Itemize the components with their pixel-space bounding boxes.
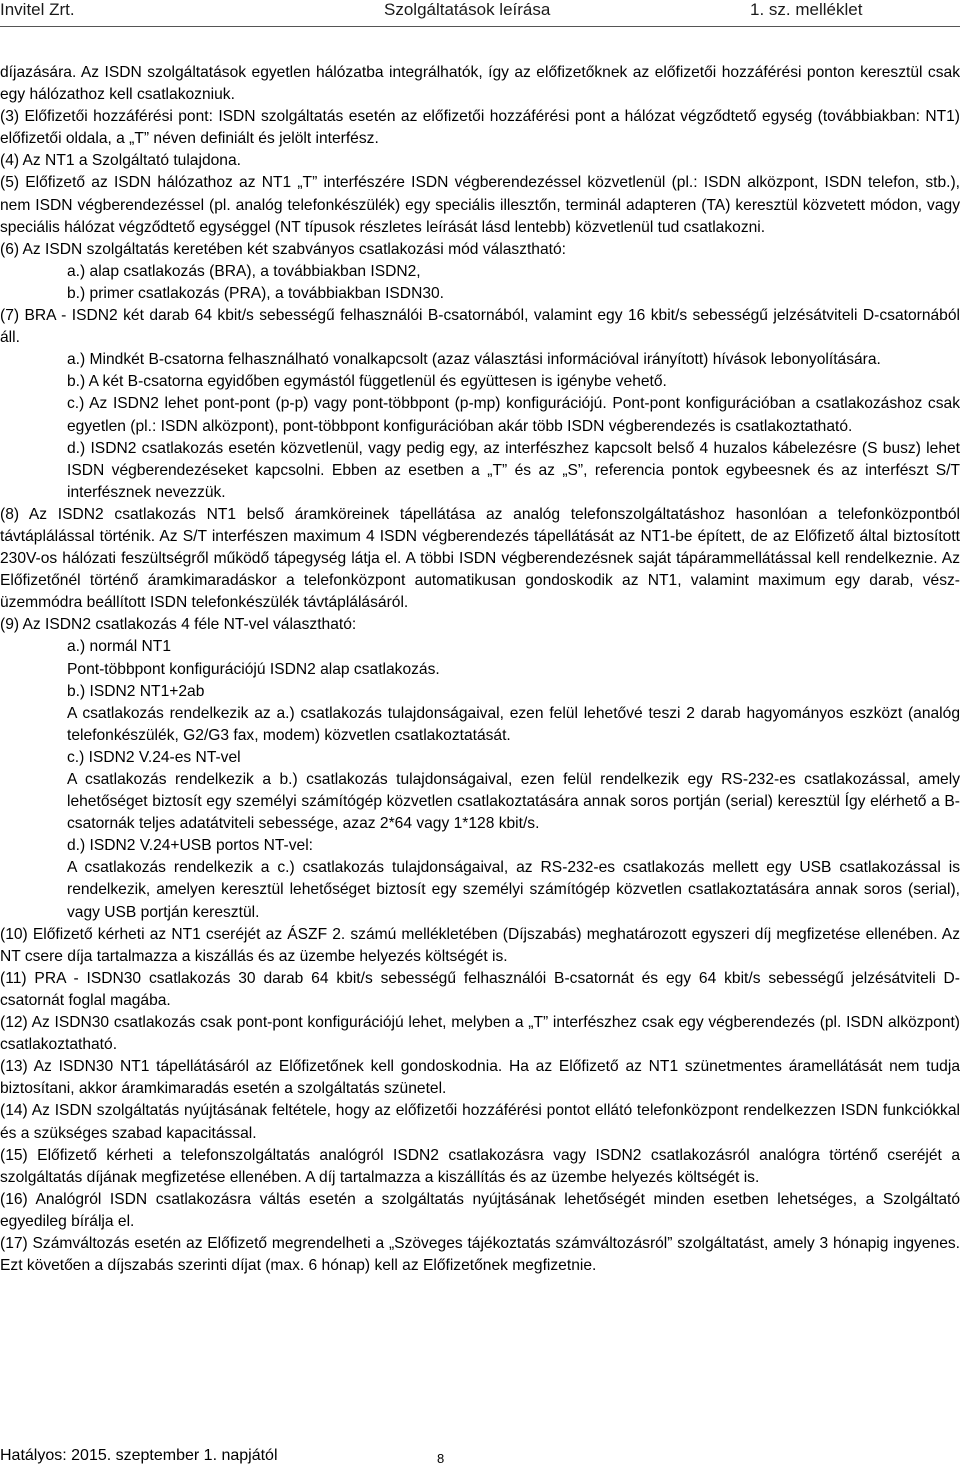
footer-effective-date: Hatályos: 2015. szeptember 1. napjától (0, 1447, 278, 1464)
header-title: Szolgáltatások leírása (384, 0, 551, 19)
list-item-paragraph: d.) ISDN2 V.24+USB portos NT-vel: (67, 837, 313, 855)
body-paragraph: (10) Előfizető kérheti az NT1 cseréjét az ÁSZF 2. számú mellékletében (Díjszabás) meghatározott egyszeri díj megfizetése ellenében. Az NT csere díja tartalmazza a kiszállás és az üzembe helyezés költségét is. (0, 925, 960, 965)
list-item-paragraph: a.) normál NT1 (67, 638, 171, 656)
body-paragraph: (15) Előfizető kérheti a telefonszolgáltatás analógról ISDN2 csatlakozásra vagy ISDN2 csatlakozásról analógra történő cseréjét a szolgáltatás díjának megfizetése ellenében. A díj tartalmazza a kiszállítás és az üzembe helyezés költségét is. (0, 1146, 960, 1186)
body-paragraph: (14) Az ISDN szolgáltatás nyújtásának feltétele, hogy az előfizetői hozzáférési pontot ellátó telefonközpont rendelkezzen ISDN funkciókkal és a szükséges szabad kapacitással. (0, 1102, 960, 1142)
page-number: 8 (437, 1451, 445, 1466)
body-paragraph: (6) Az ISDN szolgáltatás keretében két szabványos csatlakozási mód választható: (0, 240, 566, 258)
list-item-paragraph: d.) ISDN2 csatlakozás esetén közvetlenül, vagy pedig egy, az interfészhez kapcsolt belső 4 huzalos kábelezésre (S busz) lehet ISDN végberendezéseket kapcsolni. Ebben az esetben a „T” és az „S”, referencia pontok egybeesnek és az interfészt S/T interfésznek nevezzük. (67, 439, 960, 501)
body-paragraph: díjazására. Az ISDN szolgáltatások egyetlen hálózatba integrálhatók, így az előfizetőknek az előfizetői hozzáférési ponton keresztül csak egy hálózathoz kell csatlakozniuk. (0, 64, 960, 104)
list-item-paragraph: A csatlakozás rendelkezik a c.) csatlakozás tulajdonságaival, az RS-232-es csatlakozás mellett egy USB csatlakozással is rendelkezik, amelyen keresztül lehetőséget biztosít egy személyi számítógép közvetlen csatlakoztatására annak soros (serial), vagy USB portján keresztül. (67, 859, 960, 921)
header-annex: 1. sz. melléklet (750, 0, 863, 19)
body-paragraph: (12) Az ISDN30 csatlakozás csak pont-pont konfigurációjú lehet, melyben a „T” interfészhez csak egy végberendezés (pl. ISDN alközpont) csatlakoztatható. (0, 1014, 960, 1054)
list-item-paragraph: b.) primer csatlakozás (PRA), a továbbiakban ISDN30. (67, 284, 445, 302)
body-paragraph: (7) BRA - ISDN2 két darab 64 kbit/s sebességű felhasználói B-csatornából, valamint egy 16 kbit/s sebességű jelzésátviteli D-csatornából áll. (0, 307, 960, 347)
list-item-paragraph: a.) Mindkét B-csatorna felhasználható vonalkapcsolt (azaz választási információval irányított) hívások lebonyolítására. (67, 351, 881, 369)
body-paragraph: (16) Analógról ISDN csatlakozásra váltás esetén a szolgáltatás nyújtásának lehetőségét minden esetben lehetséges, a Szolgáltató egyedileg bírálja el. (0, 1190, 960, 1230)
list-item-paragraph: b.) ISDN2 NT1+2ab (67, 682, 205, 700)
list-item-paragraph: A csatlakozás rendelkezik a b.) csatlakozás tulajdonságaival, ezen felül rendelkezik egy RS-232-es csatlakozással, amely lehetőséget biztosít egy személyi számítógép közvetlen csatlakoztatására annak soros portján (serial) keresztül Így elérhető a B-csatornák teljes adatátviteli sebessége, azaz 2*64 vagy 1*128 kbit/s. (67, 771, 960, 833)
document-body (0, 62, 960, 1277)
body-paragraph: (4) Az NT1 a Szolgáltató tulajdona. (0, 152, 241, 170)
list-item-paragraph: c.) ISDN2 V.24-es NT-vel (67, 748, 241, 766)
list-item-paragraph: c.) Az ISDN2 lehet pont-pont (p-p) vagy pont-többpont (p-mp) konfigurációjú. Pont-pont konfigurációban a csatlakozáshoz csak egyetlen (pl.: ISDN alközpont), pont-többpont konfigurációban akár több ISDN végberendezés is csatlakoztatható. (67, 395, 960, 435)
list-item-paragraph: Pont-többpont konfigurációjú ISDN2 alap csatlakozás. (67, 660, 440, 678)
body-paragraph: (11) PRA - ISDN30 csatlakozás 30 darab 64 kbit/s sebességű felhasználói B-csatornát és egy 64 kbit/s sebességű jelzésátviteli D-csatornát foglal magába. (0, 969, 960, 1009)
body-paragraph: (9) Az ISDN2 csatlakozás 4 féle NT-vel választható: (0, 616, 357, 634)
body-paragraph: (17) Számváltozás esetén az Előfizető megrendelheti a „Szöveges tájékoztatás számváltozásról” szolgáltatást, amely 3 hónapig ingyenes. Ezt követően a díjszabás szerinti díjat (max. 6 hónap) kell az Előfizetőnek megfizetnie. (0, 1234, 960, 1275)
header-divider (0, 26, 960, 27)
list-item-paragraph: A csatlakozás rendelkezik az a.) csatlakozás tulajdonságaival, ezen felül lehetővé teszi 2 darab hagyományos eszközt (analóg telefonkészülék, G2/G3 fax, modem) közvetlen csatlakoztatását. (67, 704, 960, 744)
header-company: Invitel Zrt. (0, 0, 75, 19)
body-paragraph: (8) Az ISDN2 csatlakozás NT1 belső áramköreinek tápellátása az analóg telefonszolgáltatáshoz hasonlóan a telefonközpontból távtáplálással történik. Az S/T interfészen maximum 4 ISDN végberendezés tápellátását az NT1-be épített, de az Előfizető által biztosított 230V-os hálózati feszültségről működő tápegység látja el. A többi ISDN végberendezésnek saját tápárammellátással kell rendelkeznie. Az Előfizetőnél történő áramkimaradáskor a telefonközpont automatikusan gondoskodik az NT1, valamint maximum egy darab, vész-üzemmódra beállított ISDN telefonkészülék távtáplálásáról. (0, 505, 960, 612)
body-paragraph: (3) Előfizetői hozzáférési pont: ISDN szolgáltatás esetén az előfizetői hozzáférési pont a hálózat végződtető egység (továbbiakban: NT1) előfizetői oldala, a „T” néven definiált és jelölt interfész. (0, 108, 960, 148)
body-paragraph: (13) Az ISDN30 NT1 tápellátásáról az Előfizetőnek kell gondoskodnia. Ha az Előfizető az NT1 szünetmentes áramellátását nem tudja biztosítani, akkor áramkimaradás esetén a szolgáltatás szünetel. (0, 1058, 960, 1098)
page-header (0, 0, 960, 26)
body-paragraph: (5) Előfizető az ISDN hálózathoz az NT1 „T” interfészére ISDN végberendezéssel közvetlenül (pl.: ISDN alközpont, ISDN telefon, stb.), nem ISDN végberendezéssel (pl. analóg telefonkészülék) egy speciális illesztőn, terminál adapteren (TA) keresztül közvetett módon, vagy speciális hálózat végződtető egységgel (NT típusok részletes leírását lásd lentebb) közvetlenül tud csatlakozni. (0, 174, 960, 236)
list-item-paragraph: a.) alap csatlakozás (BRA), a továbbiakban ISDN2, (67, 262, 421, 280)
list-item-paragraph: b.) A két B-csatorna egyidőben egymástól függetlenül és együttesen is igénybe vehető. (67, 373, 667, 391)
